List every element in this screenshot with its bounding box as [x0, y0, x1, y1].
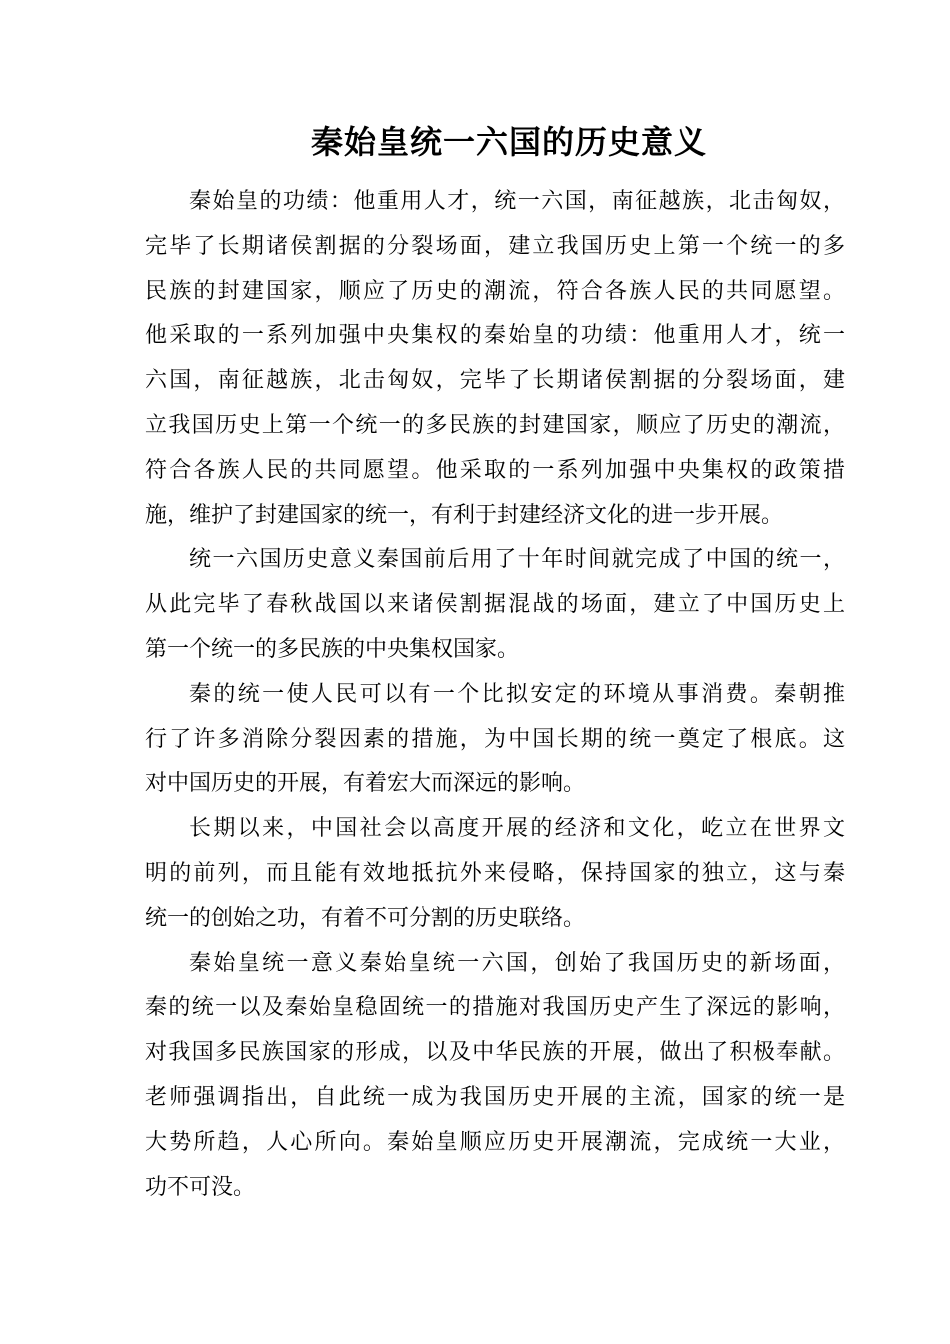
document-body [145, 180, 845, 1210]
text-line: 六国，南征越族，北击匈奴，完毕了长期诸侯割据的分裂场面，建 [145, 368, 845, 394]
text-line: 第一个统一的多民族的中央集权国家。 [145, 636, 520, 662]
text-line: 对中国历史的开展，有着宏大而深远的影响。 [145, 771, 586, 797]
text-line: 秦的统一使人民可以有一个比拟安定的环境从事消费。秦朝推 [189, 681, 845, 707]
paragraph-5 [145, 942, 845, 1211]
paragraph-2 [145, 538, 845, 672]
text-line: 功不可没。 [145, 1174, 256, 1200]
text-line: 行了许多消除分裂因素的措施，为中国长期的统一奠定了根底。这 [145, 726, 845, 752]
text-line: 老师强调指出，自此统一成为我国历史开展的主流，国家的统一是 [145, 1084, 845, 1110]
paragraph-4 [145, 807, 845, 941]
paragraph-3 [145, 673, 845, 807]
text-line: 对我国多民族国家的形成，以及中华民族的开展，做出了积极奉献。 [145, 1040, 845, 1066]
text-line: 大势所趋，人心所向。秦始皇顺应历史开展潮流，完成统一大业， [145, 1129, 845, 1155]
text-line: 符合各族人民的共同愿望。他采取的一系列加强中央集权的政策措 [145, 457, 845, 483]
text-line: 秦的统一以及秦始皇稳固统一的措施对我国历史产生了深远的影响， [145, 995, 845, 1021]
text-line: 长期以来，中国社会以高度开展的经济和文化，屹立在世界文 [189, 816, 845, 842]
text-line: 统一六国历史意义秦国前后用了十年时间就完成了中国的统一， [189, 547, 845, 573]
document-title: 秦始皇统一六国的历史意义 [310, 123, 707, 161]
paragraph-1 [145, 180, 845, 538]
text-line: 明的前列，而且能有效地抵抗外来侵略，保持国家的独立，这与秦 [145, 860, 845, 886]
text-line: 他采取的一系列加强中央集权的秦始皇的功绩：他重用人才，统一 [145, 323, 845, 349]
text-line: 秦始皇统一意义秦始皇统一六国，创始了我国历史的新场面， [189, 950, 845, 976]
text-line: 立我国历史上第一个统一的多民族的封建国家，顺应了历史的潮流， [145, 412, 845, 438]
text-line: 统一的创始之功，有着不可分割的历史联络。 [145, 905, 586, 931]
text-line: 从此完毕了春秋战国以来诸侯割据混战的场面，建立了中国历史上 [145, 592, 845, 618]
text-line: 民族的封建国家，顺应了历史的潮流，符合各族人民的共同愿望。 [145, 278, 845, 304]
text-line: 秦始皇的功绩：他重用人才，统一六国，南征越族，北击匈奴， [189, 189, 845, 214]
text-line: 施，维护了封建国家的统一，有利于封建经济文化的进一步开展。 [145, 502, 784, 528]
text-line: 完毕了长期诸侯割据的分裂场面，建立我国历史上第一个统一的多 [145, 233, 845, 259]
